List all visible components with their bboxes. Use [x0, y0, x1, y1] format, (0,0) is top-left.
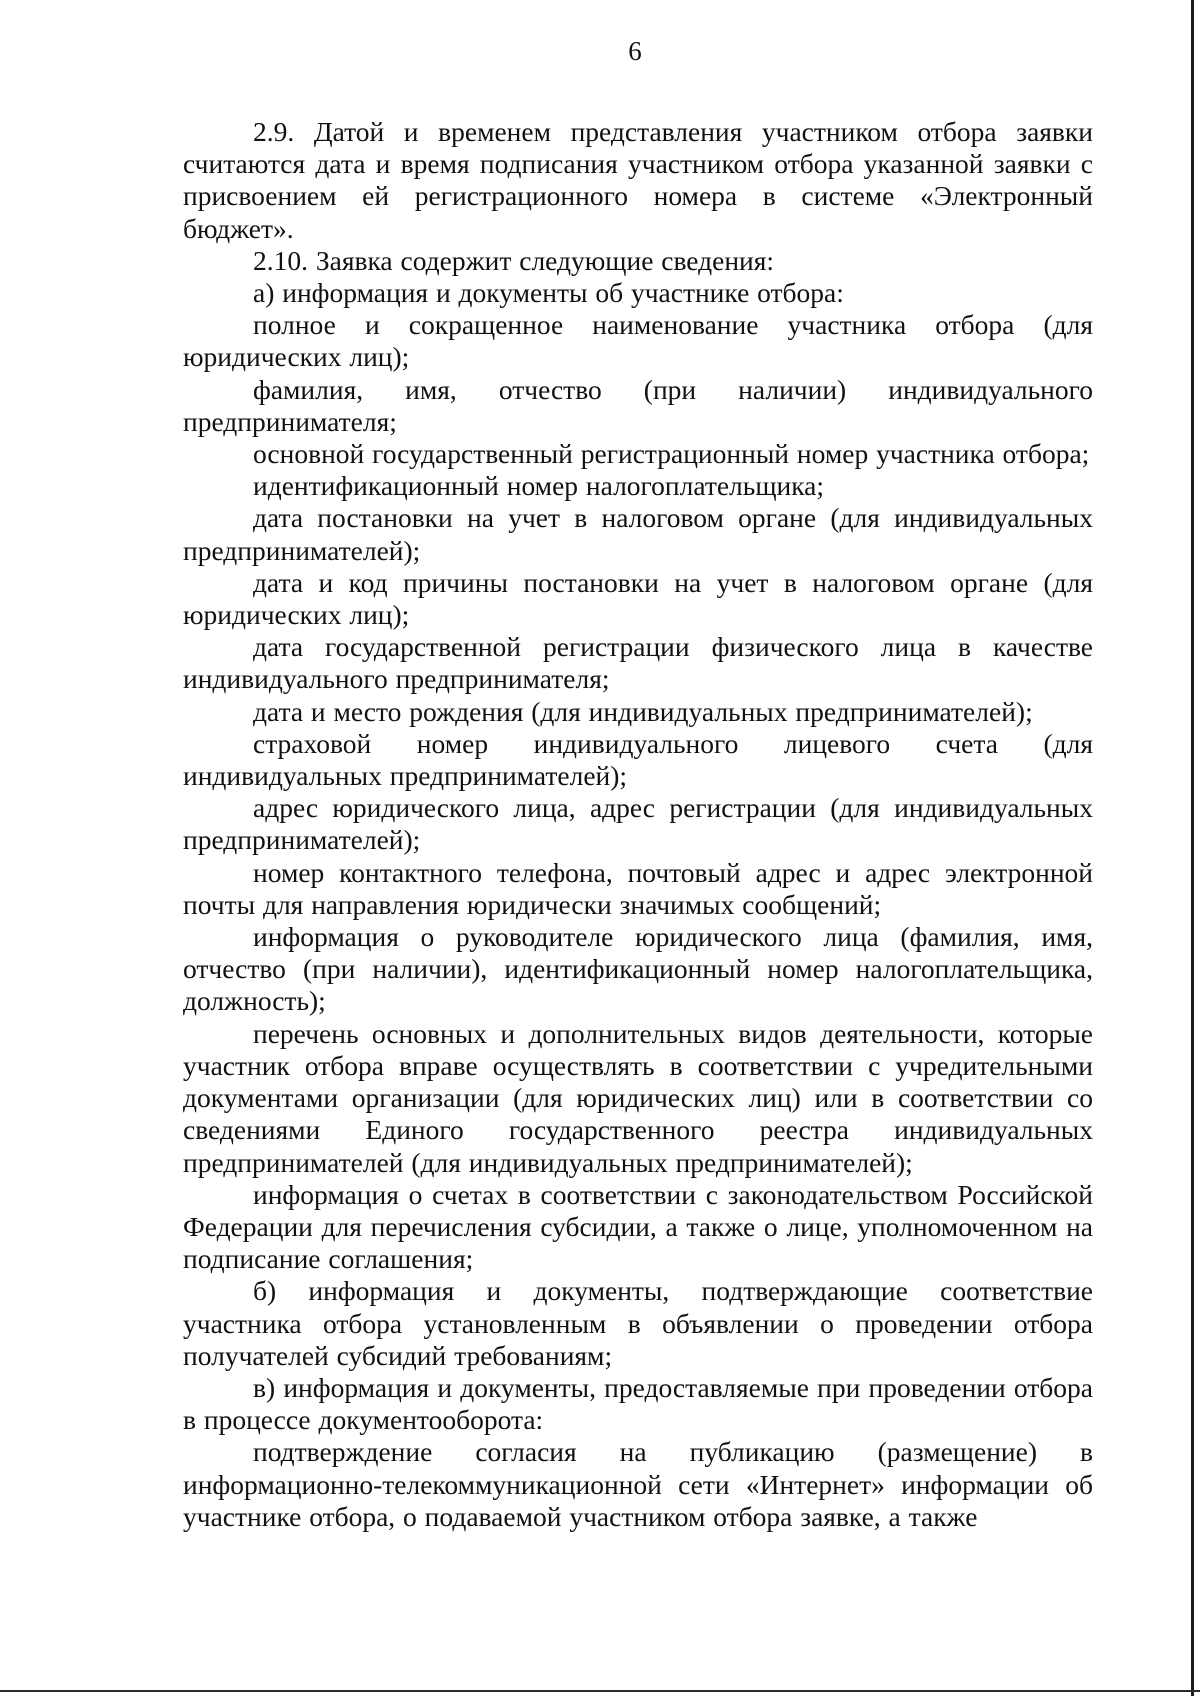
scan-edge-right — [1191, 0, 1194, 1696]
list-item-tax-registration-date: дата постановки на учет в налоговом органе (для индивидуальных предпринимателей); — [183, 502, 1093, 566]
page-number: 6 — [628, 36, 642, 66]
subsection-v-heading: в) информация и документы, предоставляемые при проведении отбора в процессе документооборота: — [183, 1371, 1093, 1436]
list-item-contacts: номер контактного телефона, почтовый адрес и адрес электронной почты для направления юридически значимых сообщений; — [183, 856, 1093, 920]
list-item-full-name: полное и сокращенное наименование участника отбора (для юридических лиц); — [183, 309, 1093, 373]
subsection-a-heading: а) информация и документы об участнике отбора: — [253, 277, 844, 309]
list-item-ogrn: основной государственный регистрационный номер участника отбора; — [253, 438, 1090, 470]
document-body — [183, 116, 1093, 1533]
list-item-activities: перечень основных и дополнительных видов деятельности, которые участник отбора вправе осуществлять в соответствии с учредительными документами организации (для юридических лиц) или в соответствии со сведениями Единого государственного реестра индивидуальных предпринимателей (для индивидуальных предпринимателей); — [183, 1017, 1093, 1178]
list-item-kpp: дата и код причины постановки на учет в налоговом органе (для юридических лиц); — [183, 566, 1093, 631]
list-item-consent: подтверждение согласия на публикацию (размещение) в информационно-телекоммуникационной сети «Интернет» информации об участнике отбора, о подаваемой участником отбора заявке, а также — [183, 1436, 1093, 1532]
list-item-inn: идентификационный номер налогоплательщика; — [253, 470, 825, 502]
list-item-accounts: информация о счетах в соответствии с законодательством Российской Федерации для перечисления субсидии, а также о лице, уполномоченном на подписание соглашения; — [183, 1178, 1093, 1275]
list-item-birth: дата и место рождения (для индивидуальных предпринимателей); — [253, 695, 1033, 727]
list-item-snils: страховой номер индивидуального лицевого счета (для индивидуальных предпринимателей); — [183, 727, 1093, 792]
subsection-b: б) информация и документы, подтверждающие соответствие участника отбора установленным в объявлении о проведении отбора получателей субсидий требованиям; — [183, 1275, 1093, 1371]
paragraph-2-9: 2.9. Датой и временем представления участником отбора заявки считаются дата и время подписания участником отбора указанной заявки с присвоением ей регистрационного номера в системе «Электронный бюджет». — [183, 116, 1093, 244]
list-item-state-registration-date: дата государственной регистрации физического лица в качестве индивидуального предпринимателя; — [183, 631, 1093, 695]
list-item-fio: фамилия, имя, отчество (при наличии) индивидуального предпринимателя; — [183, 373, 1093, 437]
scan-edge-bottom — [0, 1690, 1200, 1692]
paragraph-2-10: 2.10. Заявка содержит следующие сведения: — [253, 244, 775, 276]
list-item-director: информация о руководителе юридического лица (фамилия, имя, отчество (при наличии), идентификационный номер налогоплательщика, должность); — [183, 921, 1093, 1017]
list-item-address: адрес юридического лица, адрес регистрации (для индивидуальных предпринимателей); — [183, 792, 1093, 856]
